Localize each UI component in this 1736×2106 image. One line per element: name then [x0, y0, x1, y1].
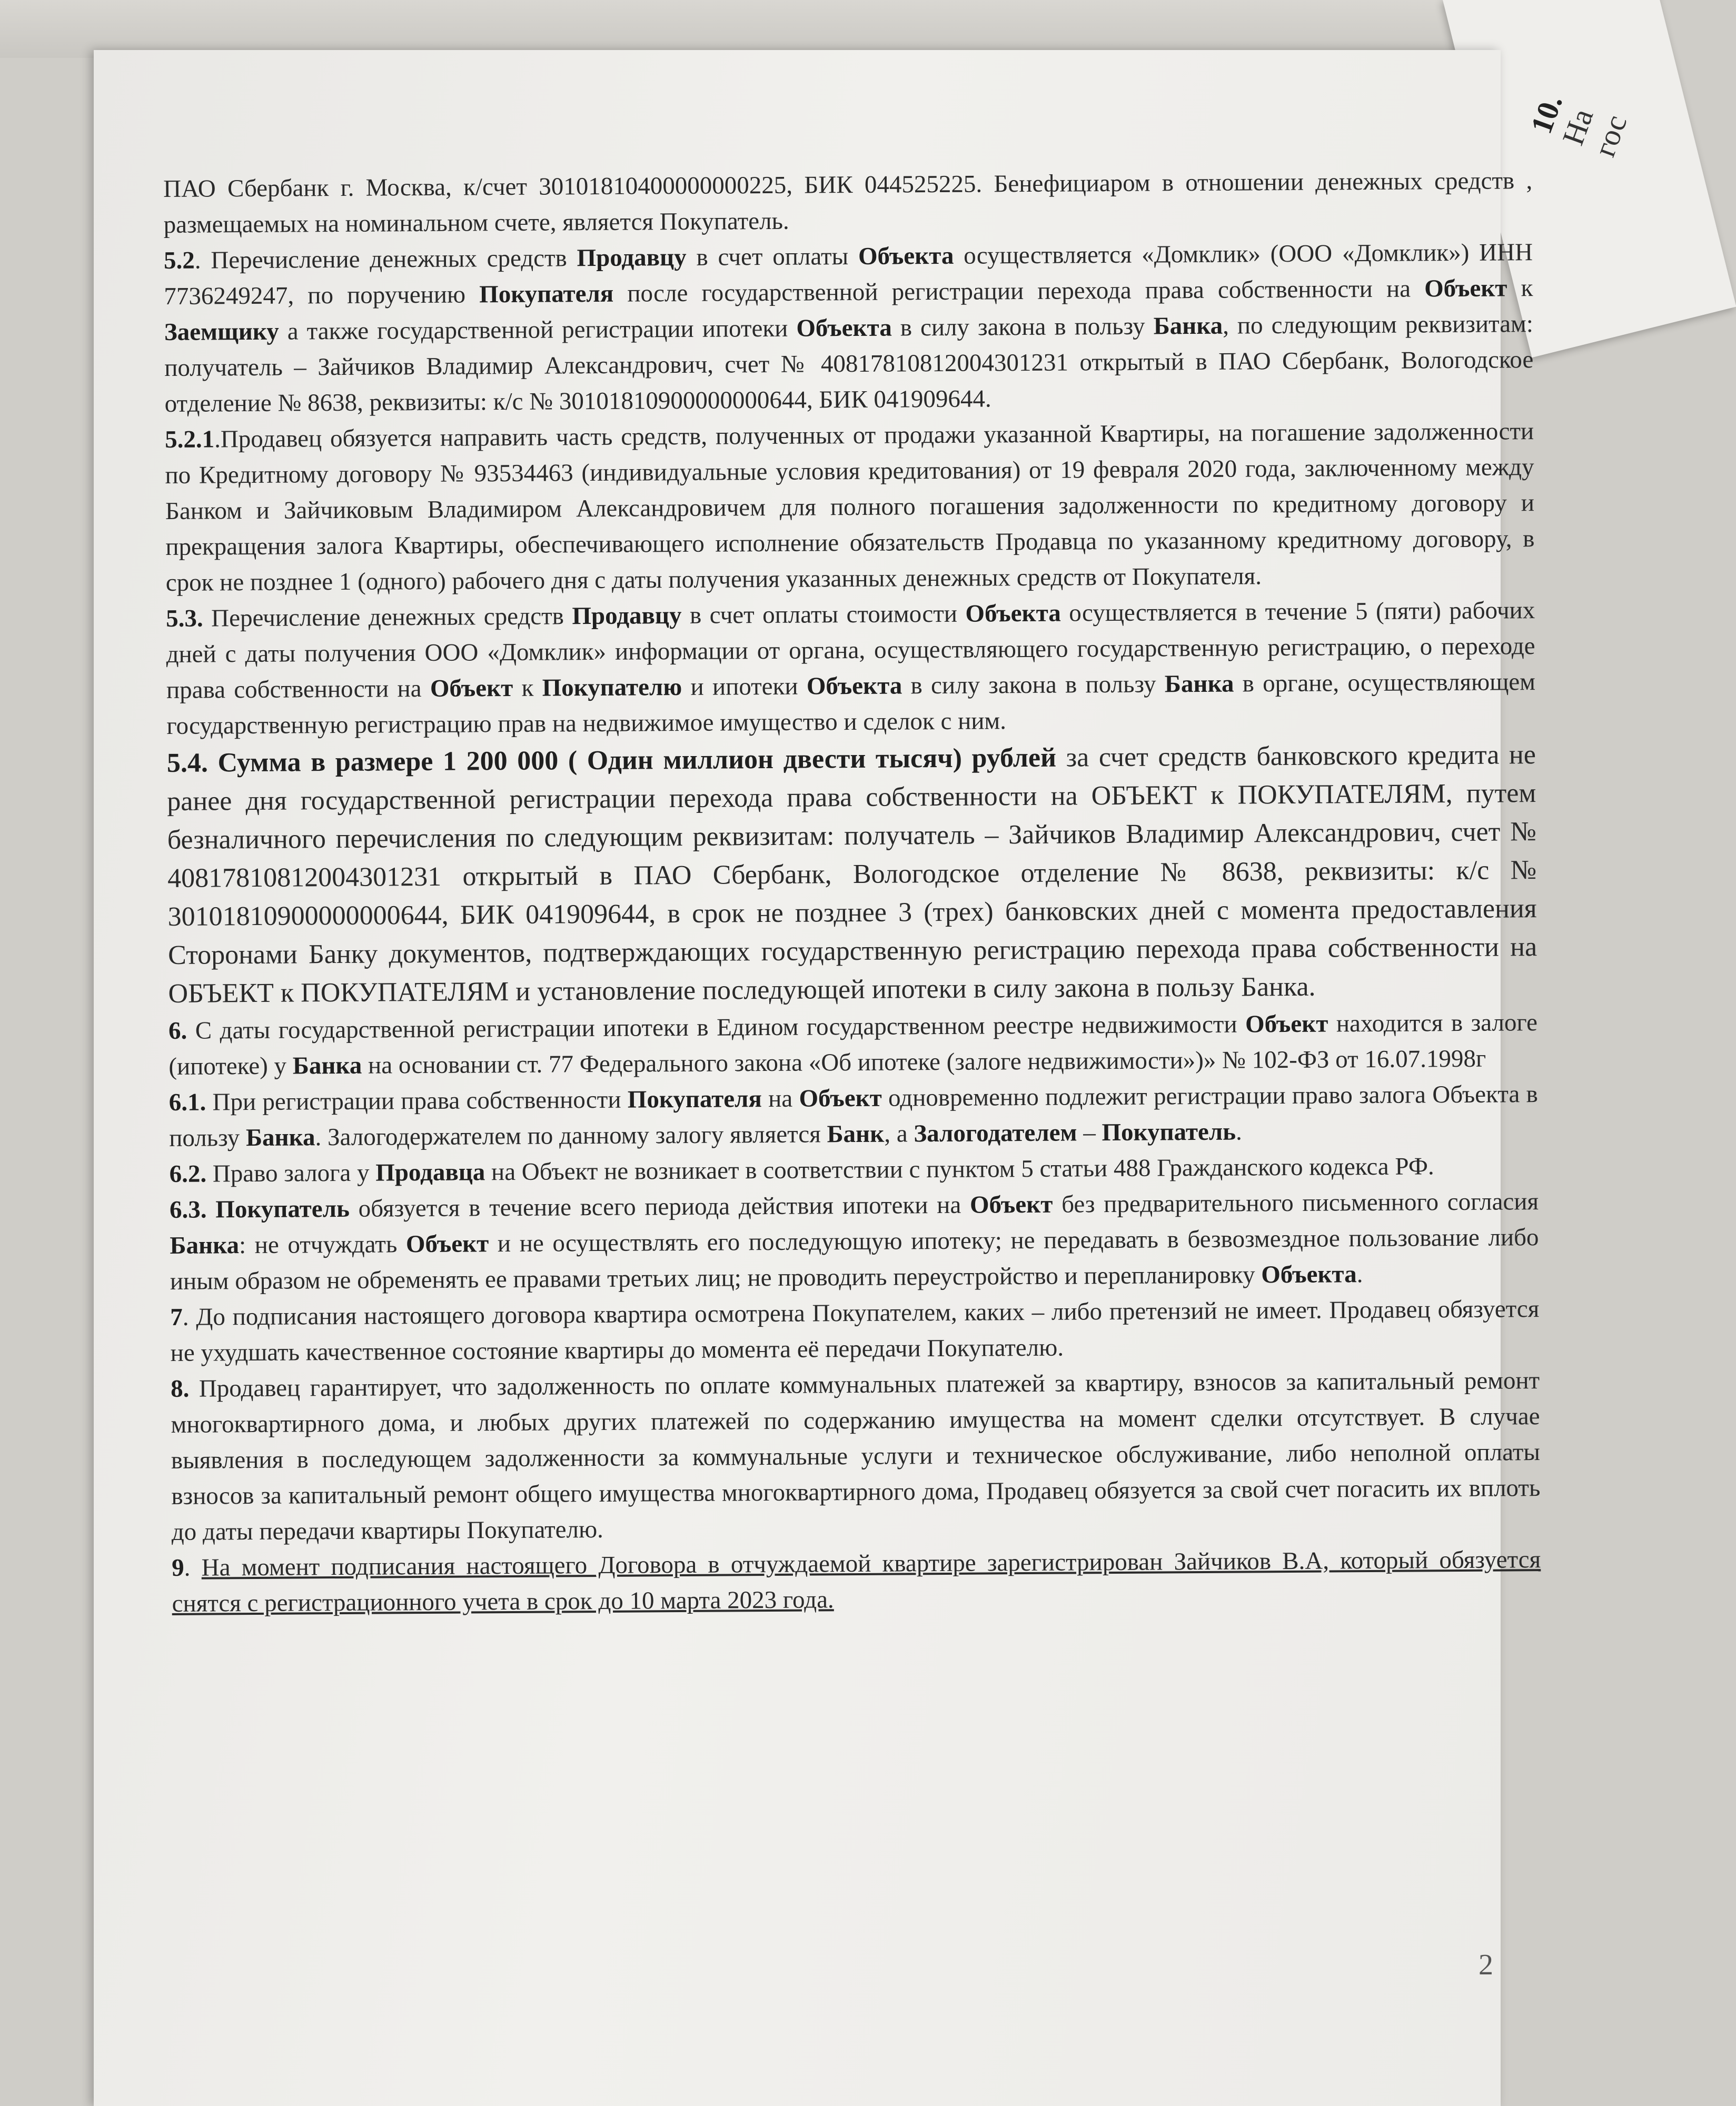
- term-bank: Банка: [1164, 670, 1234, 698]
- paragraph-6-3: [170, 1184, 1539, 1299]
- text: и не осуществлять его последующую ипотеку; не передавать в безвозмездное пользование либо иным образом не обременять ее правами третьих лиц; не проводить переустройство и перепланировку: [170, 1224, 1539, 1295]
- adjacent-page-number: 10.: [1524, 90, 1569, 138]
- term-object: Объекта: [1261, 1260, 1357, 1289]
- term-object: Объекта: [796, 314, 892, 342]
- term-bank: Банка: [245, 1124, 315, 1152]
- text: –: [1077, 1119, 1102, 1147]
- text: осуществляется «Домклик» (ООО «Домклик») ИНН 7736249247, по поручению: [164, 239, 1533, 310]
- text: .: [184, 1554, 202, 1582]
- text: к: [513, 674, 542, 702]
- text: . Перечисление денежных средств: [194, 244, 577, 274]
- text: Продавец гарантирует, что задолженность по оплате коммунальных платежей за квартиру, взносов за капитальный ремонт многоквартирного дома, и любых других платежей по содержанию имущества на момент сделки отсутствует. В случае выявления в последующем задолженности за коммунальные услуги и техническое обслуживание, либо неполной оплаты взносов за капитальный ремонт общего имущества многоквартирного дома, Продавец обязуется за свой счет погасить их вплоть до даты передачи квартиры Покупателю.: [171, 1367, 1541, 1546]
- text: в органе, осуществляющем государственную регистрацию прав на недвижимое имущество и сделок с ним.: [166, 668, 1536, 740]
- term-object: Объект: [1245, 1010, 1328, 1038]
- text: без предварительного письменного согласия: [1053, 1188, 1539, 1218]
- paragraph-7: [170, 1291, 1540, 1371]
- text: .: [1235, 1118, 1242, 1146]
- text: обязуется в течение всего периода действия ипотеки на: [349, 1191, 970, 1223]
- text: , а: [884, 1120, 914, 1148]
- term-seller: Продавцу: [577, 243, 687, 272]
- text: .Продавец обязуется направить часть средств, полученных от продажи указанной Квартиры, на погашение задолженности по Кредитному договору № 93534463 (индивидуальные условия кредитования) от 19 февраля 2020 года, заключенному между Банком и Зайчиковым Владимиром Александровичем для полного погашения задолженности по кредитному договору и прекращения залога Квартиры, обеспечивающего исполнение обязательств Продавца по указанному кредитному договору, в срок не позднее 1 (одного) рабочего дня с даты получения указанных денежных средств от Покупателя.: [165, 418, 1535, 597]
- adjacent-page-word-2: гос: [1587, 110, 1634, 161]
- text: : не отчуждать: [239, 1230, 406, 1259]
- clause-number: 9: [172, 1554, 184, 1582]
- term-bank: Банка: [170, 1231, 240, 1259]
- paragraph-5-4: [167, 736, 1537, 1013]
- text: , по следующим реквизитам: получатель – Зайчиков Владимир Александрович, счет № 40817810812004301231 открытый в ПАО Сбербанк, Вологодское отделение № 8638, реквизиты: к/с № 30101810900000000644, БИК 041909644.: [164, 310, 1534, 418]
- term-bank: Банк: [827, 1120, 885, 1148]
- adjacent-page-word-1: На: [1555, 104, 1600, 150]
- term-object: Объекта: [806, 672, 902, 700]
- paragraph-6-1: [169, 1076, 1539, 1156]
- clause-number: 6.: [168, 1017, 187, 1045]
- text: одновременно подлежит регистрации право залога Объекта в пользу: [169, 1080, 1538, 1152]
- text: в счет оплаты стоимости: [681, 600, 966, 630]
- term-buyer: Покупателя: [479, 280, 614, 309]
- underlined-text: На момент подписания настоящего Договора в отчуждаемой квартире зарегистрирован Зайчиков В.А, который обязуется снятся с регистрационного учета в срок до 10 марта 2023 года.: [172, 1546, 1541, 1617]
- document-body: [163, 163, 1541, 1622]
- paragraph-9: [172, 1542, 1541, 1622]
- clause-number: 6.3.: [169, 1196, 207, 1224]
- text: на основании ст. 77 Федерального закона «Об ипотеке (залоге недвижимости»)» № 102-ФЗ от 16.07.1998г: [362, 1045, 1486, 1079]
- text: . До подписания настоящего договора квартира осмотрена Покупателем, каких – либо претензий не имеет. Продавец обязуется не ухудшать качественное состояние квартиры до момента её передачи Покупателю.: [170, 1295, 1540, 1367]
- text: С даты государственной регистрации ипотеки в Едином государственном реестре недвижимости: [187, 1010, 1246, 1045]
- text: находится в залоге (ипотеке) у: [168, 1009, 1538, 1080]
- text: на Объект не возникает в соответствии с пунктом 5 статьи 488 Гражданского кодекса РФ.: [485, 1153, 1434, 1186]
- paragraph-5-2-1: [165, 413, 1535, 601]
- text: Перечисление денежных средств: [203, 602, 572, 632]
- text: к: [1507, 274, 1533, 302]
- term-bank: Банка: [292, 1051, 362, 1080]
- clause-number: 7: [170, 1303, 183, 1331]
- term-object: Объект: [1424, 274, 1507, 303]
- term-pledgor: Залогодателем: [914, 1119, 1077, 1148]
- text: При регистрации права собственности: [206, 1086, 628, 1116]
- paragraph-6: [168, 1005, 1538, 1085]
- term-object: Объект: [969, 1190, 1053, 1219]
- term-buyer: Покупатель: [1102, 1118, 1236, 1147]
- background: [0, 0, 1580, 58]
- text: .: [1356, 1260, 1363, 1288]
- term-buyer: Покупатель: [206, 1195, 350, 1224]
- term-object: Объекта: [965, 599, 1061, 628]
- text: и ипотеки: [682, 672, 807, 701]
- text: осуществляется в течение 5 (пяти) рабочих дней с даты получения ООО «Домклик» информации от органа, осуществляющего государственную регистрацию, о переходе права собственности на: [166, 597, 1535, 704]
- paragraph-5-2: [164, 234, 1534, 422]
- text: в счет оплаты: [686, 242, 859, 271]
- text: а также государственной регистрации ипотеки: [279, 314, 797, 345]
- term-bank: Банка: [1153, 312, 1223, 340]
- term-buyer: Покупателя: [627, 1085, 762, 1114]
- term-seller: Продавцу: [572, 602, 682, 630]
- paragraph-8: [171, 1363, 1541, 1550]
- clause-number: 6.2.: [169, 1160, 207, 1188]
- page-number: 2: [1479, 1949, 1493, 1981]
- term-object: Объекта: [858, 242, 954, 270]
- text: в силу закона в пользу: [891, 312, 1154, 342]
- paragraph-5-1-tail: ПАО Сбербанк г. Москва, к/счет 30101810400000000225, БИК 044525225. Бенефициаром в отношении денежных средств , размещаемых на номинальном счете, является Покупатель.: [163, 167, 1533, 239]
- clause-number: 5.2: [163, 246, 195, 274]
- clause-number: 5.2.1: [164, 425, 215, 453]
- term-object: Объект: [430, 674, 513, 702]
- clause-number: 8.: [170, 1375, 190, 1403]
- clause-number: 6.1.: [168, 1088, 206, 1116]
- text: за счет средств банковского кредита не ранее дня государственной регистрации перехода права собственности на ОБЪЕКТ к ПОКУПАТЕЛЯМ, путем безналичного перечисления по следующим реквизитам: получатель – Зайчиков Владимир Александрович, счет № 40817810812004301231 открытый в ПАО Сбербанк, Вологодское отделение № 8638, реквизиты: к/с № 30101810900000000644, БИК 041909644, в срок не позднее 3 (трех) банковских дней с момента предоставления Сторонами Банку документов, подтверждающих государственную регистрацию перехода права собственности на ОБЪЕКТ к ПОКУПАТЕЛЯМ и установление последующей ипотеки в силу закона в пользу Банка.: [167, 740, 1537, 1009]
- term-object: Объект: [799, 1084, 882, 1112]
- text: после государственной регистрации перехода права собственности на: [613, 275, 1425, 307]
- term-object: Объект: [405, 1230, 489, 1258]
- term-seller: Продавца: [375, 1158, 485, 1187]
- paragraph-5-3: [166, 592, 1536, 744]
- clause-number: 5.3.: [166, 604, 203, 632]
- term-borrower: Заемщику: [164, 317, 279, 346]
- text: в силу закона в пользу: [902, 670, 1165, 700]
- text: . Залогодержателем по данному залогу является: [315, 1120, 827, 1151]
- clause-heading: 5.4. Сумма в размере 1 200 000 ( Один миллион двести тысяч) рублей: [166, 742, 1057, 778]
- term-buyer: Покупателю: [542, 673, 682, 702]
- text: Право залога у: [206, 1159, 376, 1188]
- text: на: [761, 1085, 799, 1113]
